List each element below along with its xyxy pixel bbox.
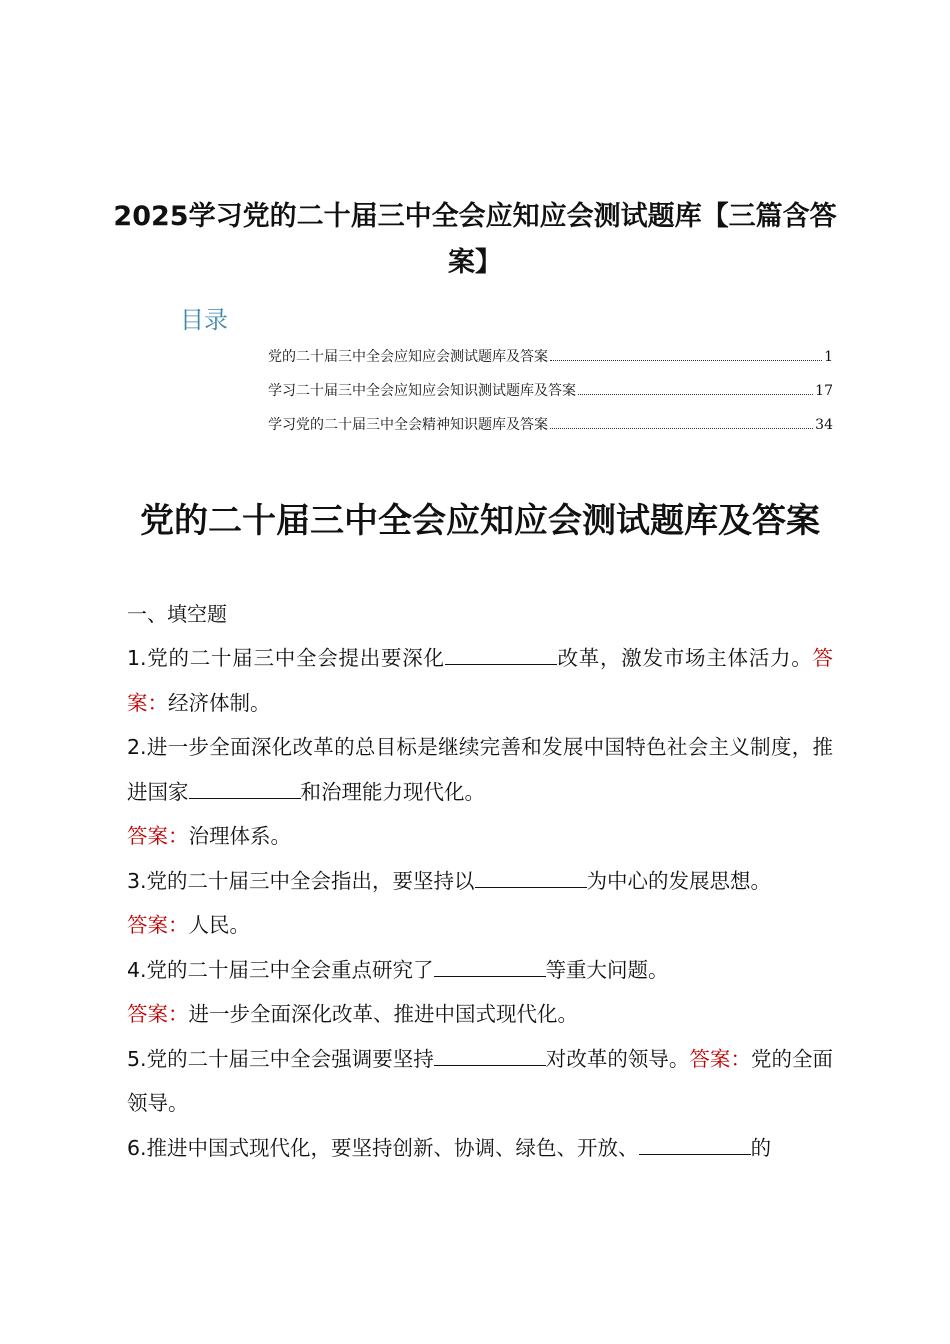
question-item: [127, 636, 833, 725]
question-item: [127, 1126, 833, 1171]
answer-line: [127, 903, 833, 948]
toc-entry-page: 1: [824, 349, 833, 365]
answer-label: 答案：: [127, 646, 834, 715]
toc-entry-text: 党的二十届三中全会应知应会测试题库及答案: [268, 349, 548, 365]
toc-entry[interactable]: [268, 346, 833, 380]
question-text: 5.党的二十届三中全会强调要坚持: [127, 1046, 434, 1071]
table-of-contents: [268, 346, 833, 448]
toc-entry-page: 34: [815, 417, 833, 433]
question-item: [127, 948, 833, 993]
question-list: [127, 636, 833, 1170]
answer-line: [127, 814, 833, 859]
toc-heading: 目录: [180, 306, 228, 334]
question-text: 1.党的二十届三中全会提出要深化: [127, 646, 445, 670]
question-text: 6.推进中国式现代化，要坚持创新、协调、绿色、开放、: [127, 1135, 639, 1160]
question-text: 和治理能力现代化。: [300, 779, 485, 804]
answer-line: [127, 992, 833, 1037]
fill-blank: [434, 956, 546, 976]
question-text: 等重大问题。: [545, 957, 669, 982]
question-text: 4.党的二十届三中全会重点研究了: [127, 957, 434, 982]
question-text: 对改革的领导。: [545, 1046, 690, 1071]
answer-text: 治理体系。: [188, 824, 291, 848]
toc-entry-text: 学习党的二十届三中全会精神知识题库及答案: [268, 417, 548, 433]
answer-label: 答案：: [127, 913, 189, 937]
answer-text: 进一步全面深化改革、推进中国式现代化。: [188, 1002, 578, 1026]
toc-leader-dots: [578, 384, 813, 395]
question-text: 2.进一步全面深化改革的总目标是继续完善和发展中国特色社会主义制度，推进国家: [127, 735, 833, 804]
answer-text: 经济体制。: [168, 690, 271, 715]
fill-blank: [475, 867, 587, 887]
fill-blank: [639, 1134, 751, 1154]
question-item: [127, 725, 833, 814]
toc-entry[interactable]: [268, 414, 833, 448]
toc-entry-page: 17: [815, 383, 833, 399]
question-item: [127, 1037, 833, 1126]
question-text: 为中心的发展思想。: [586, 868, 772, 893]
question-text: 3.党的二十届三中全会指出，要坚持以: [127, 868, 475, 893]
question-text: 改革，激发市场主体活力。: [556, 646, 813, 670]
toc-entry-text: 学习二十届三中全会应知应会知识测试题库及答案: [268, 383, 576, 399]
fill-blank: [445, 645, 557, 665]
fill-blank: [434, 1045, 546, 1065]
answer-label: 答案：: [127, 824, 189, 848]
toc-leader-dots: [550, 350, 822, 361]
toc-entry[interactable]: [268, 380, 833, 414]
question-text: 的: [750, 1135, 772, 1160]
toc-leader-dots: [550, 418, 813, 429]
answer-label: 答案：: [127, 1002, 189, 1026]
fill-blank: [189, 778, 301, 798]
answer-text: 人民。: [188, 913, 250, 937]
answer-label: 答案：: [689, 1046, 751, 1071]
question-item: [127, 859, 833, 904]
answer-text: 党的全面领导。: [127, 1046, 834, 1115]
document-title: 2025学习党的二十届三中全会应知应会测试题库【三篇含答案】: [113, 201, 837, 278]
part-heading: 一、填空题: [127, 602, 227, 626]
section-title: 党的二十届三中全会应知应会测试题库及答案: [140, 501, 820, 541]
